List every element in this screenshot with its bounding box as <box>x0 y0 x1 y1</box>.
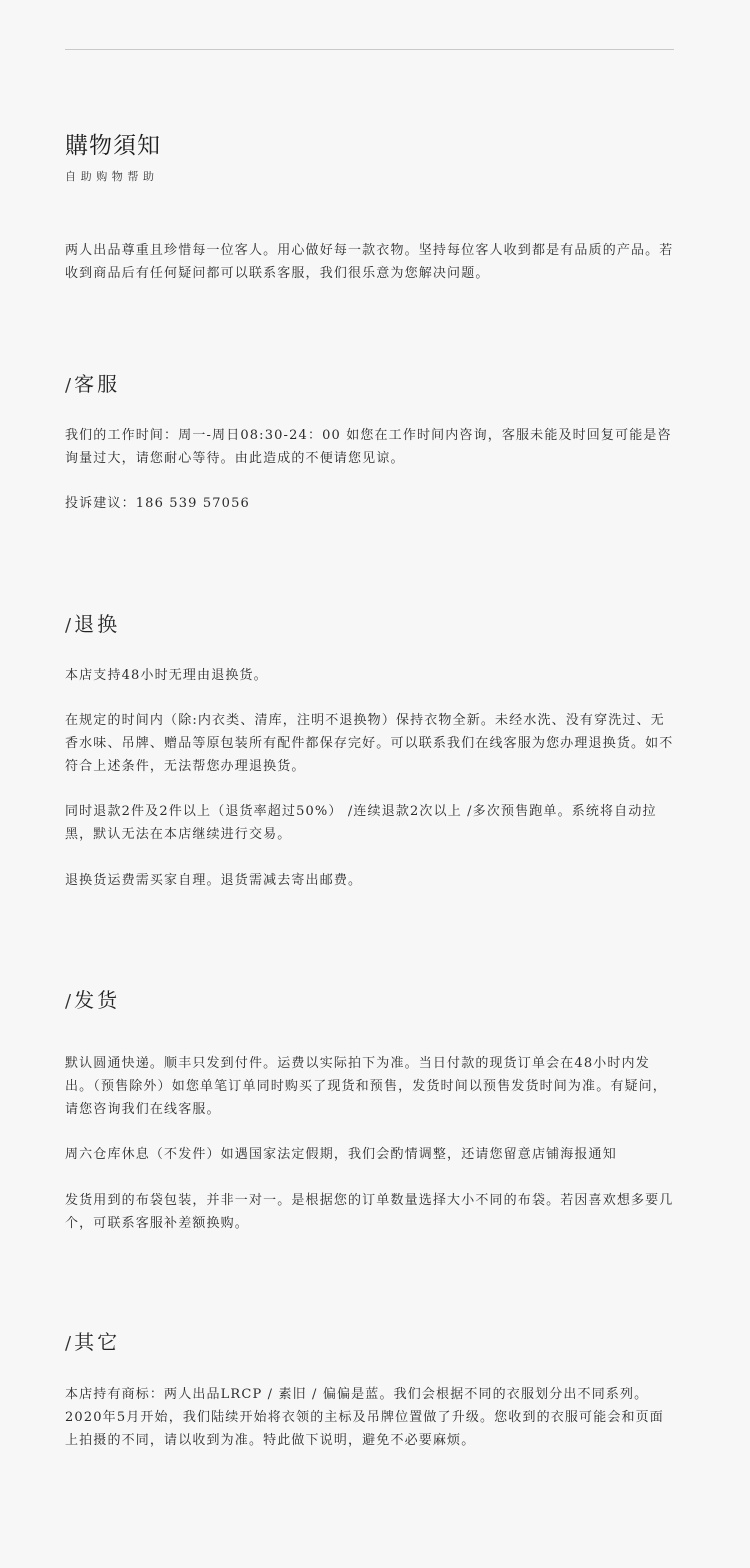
heading-text: 发货 <box>74 988 121 1012</box>
heading-slash: / <box>65 375 72 396</box>
complaint-contact-text: 投诉建议：186 539 57056 <box>65 496 250 511</box>
heading-slash: / <box>65 991 72 1012</box>
heading-text: 客服 <box>74 372 121 396</box>
returns-shipping-fee-text: 退换货运费需买家自理。退货需减去寄出邮费。 <box>65 873 363 888</box>
intro-paragraph: 两人出品尊重且珍惜每一位客人。用心做好每一款衣物。坚持每位客人收到都是有品质的产品。若收到商品后有任何疑问都可以联系客服，我们很乐意为您解决问题。 <box>65 243 674 281</box>
returns-conditions-text: 在规定的时间内（除:内衣类、清库，注明不退换物）保持衣物全新。未经水洗、没有穿洗过、无香水味、吊牌、赠品等原包装所有配件都保存完好。可以联系我们在线客服为您办理退换货。如不符合上述条件，无法帮您办理退换货。 <box>65 713 674 774</box>
heading-text: 退换 <box>74 612 121 636</box>
service-hours-text: 我们的工作时间：周一-周日08:30-24：00 如您在工作时间内咨询，客服未能及时回复可能是咨询量过大，请您耐心等待。由此造成的不便请您见谅。 <box>65 428 672 466</box>
shipping-packaging-text: 发货用到的布袋包装，并非一对一。是根据您的订单数量选择大小不同的布袋。若因喜欢想多要几个，可联系客服补差额换购。 <box>65 1193 674 1231</box>
trademark-notice-text: 本店持有商标：两人出品LRCP / 素旧 / 偏偏是蓝。我们会根据不同的衣服划分出不同系列。2020年5月开始，我们陆续开始将衣领的主标及吊牌位置做了升级。您收到的衣服可能会和页面上拍摄的不同，请以收到为准。特此做下说明，避免不必要麻烦。 <box>65 1387 664 1448</box>
page-title: 購物須知 <box>65 133 161 159</box>
heading-slash: / <box>65 615 72 636</box>
returns-blacklist-text: 同时退款2件及2件以上（退货率超过50%） /连续退款2次以上 /多次预售跑单。系统将自动拉黑，默认无法在本店继续进行交易。 <box>65 804 657 842</box>
section-heading-shipping <box>65 984 120 1013</box>
returns-policy-text: 本店支持48小时无理由退换货。 <box>65 668 268 683</box>
heading-text: 其它 <box>74 1330 121 1354</box>
shipping-courier-text: 默认圆通快递。顺丰只发到付件。运费以实际拍下为准。当日付款的现货订单会在48小时内发出。（预售除外）如您单笔订单同时购买了现货和预售，发货时间以预售发货时间为准。有疑问，请您咨询我们在线客服。 <box>65 1056 667 1117</box>
shopping-notice-page <box>65 0 677 1568</box>
heading-slash: / <box>65 1333 72 1354</box>
page-subtitle: 自助购物帮助 <box>65 170 159 183</box>
top-divider <box>65 49 674 50</box>
shipping-holiday-text: 周六仓库休息（不发件）如遇国家法定假期，我们会酌情调整，还请您留意店铺海报通知 <box>65 1147 617 1162</box>
section-heading-returns <box>65 608 120 637</box>
section-heading-service <box>65 368 120 397</box>
section-heading-other <box>65 1326 120 1355</box>
